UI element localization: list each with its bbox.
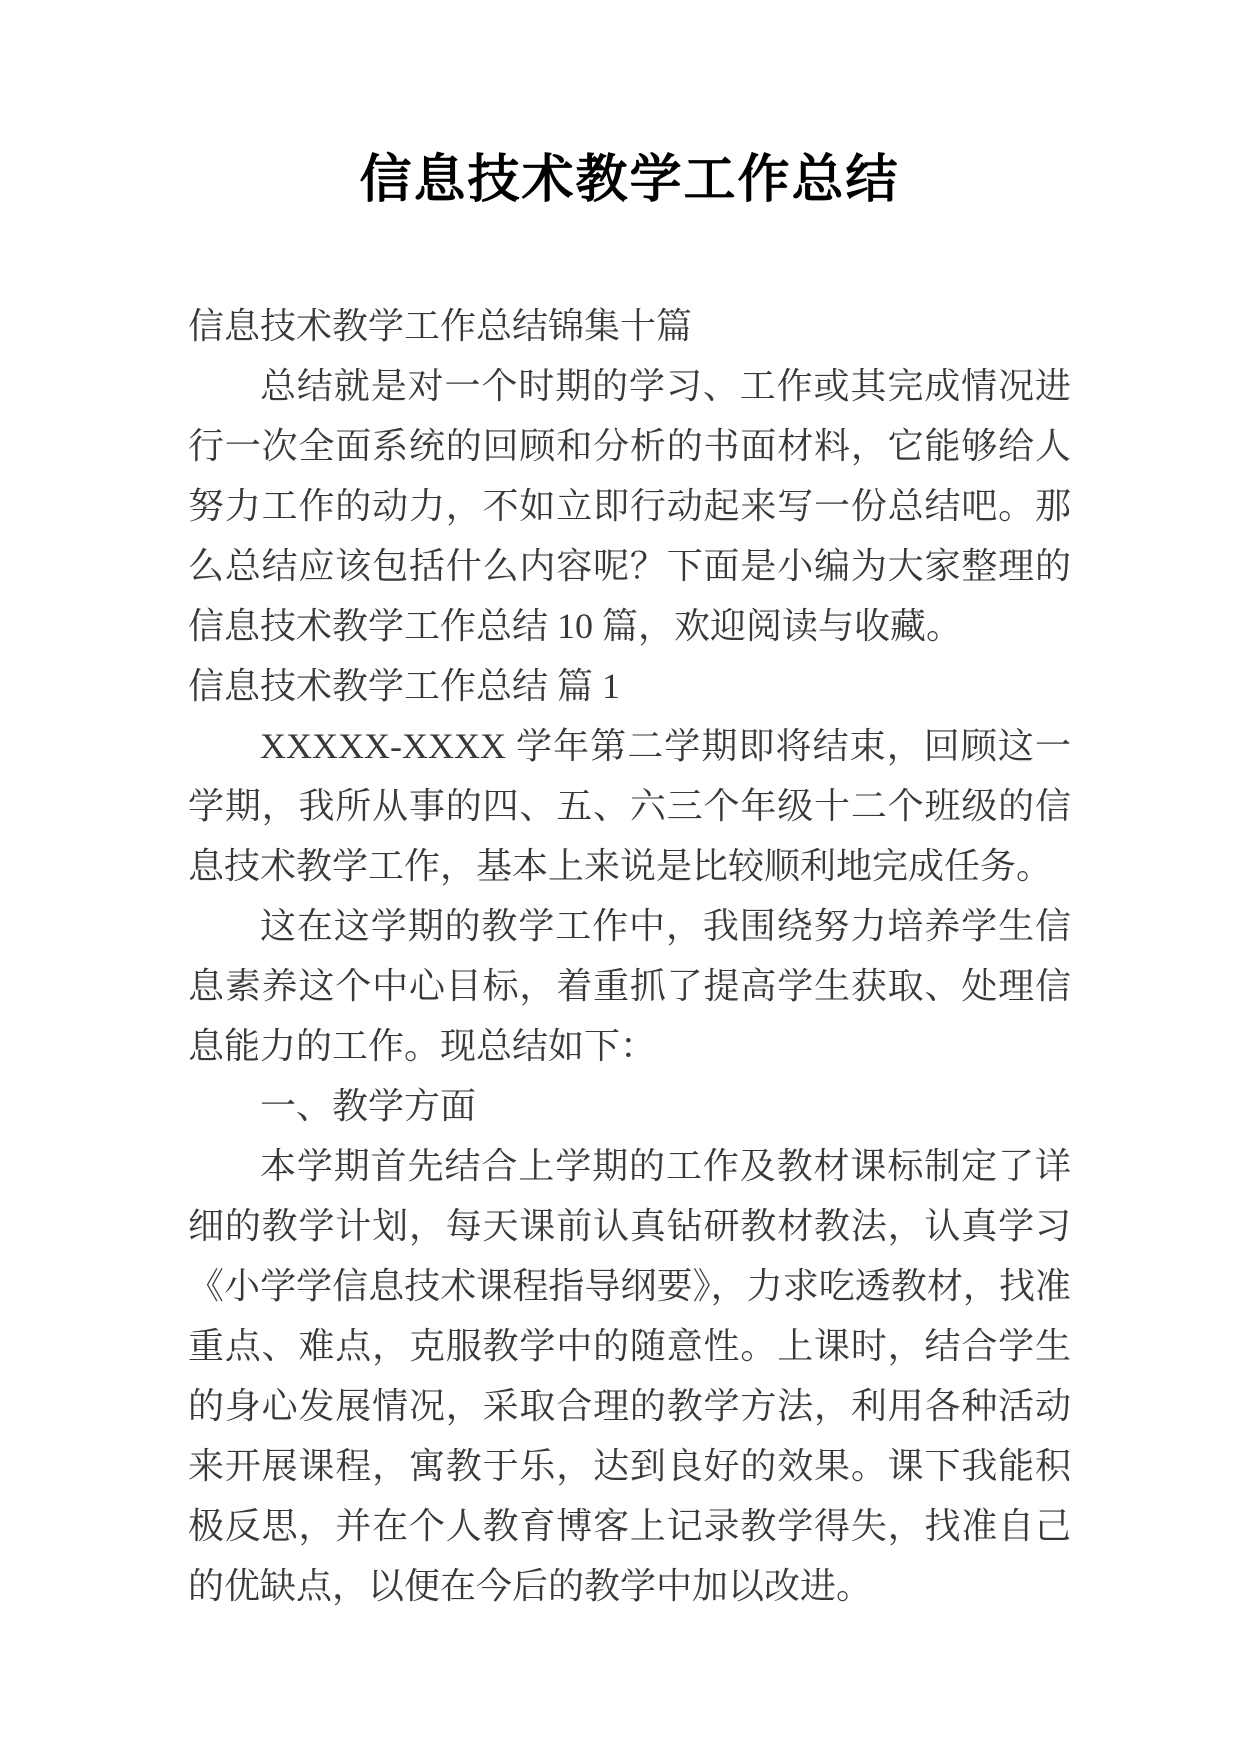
document-title: 信息技术教学工作总结 (359, 152, 900, 209)
paragraph: 信息技术教学工作总结 篇 1 (188, 666, 621, 706)
paragraph: 本学期首先结合上学期的工作及教材课标制定了详细的教学计划，每天课前认真钻研教材教法，认真学习《小学学信息技术课程指导纲要》，力求吃透教材，找准重点、难点，克服教学中的随意性。上课时，结合学生的身心发展情况，采取合理的教学方法，利用各种活动来开展课程，寓教于乐，达到良好的效果。课下我能积极反思，并在个人教育博客上记录教学得失，找准自己的优缺点，以便在今后的教学中加以改进。 (188, 1146, 1071, 1606)
paragraph: 信息技术教学工作总结锦集十篇 (188, 306, 693, 346)
paragraph: XXXXX-XXXX 学年第二学期即将结束，回顾这一学期，我所从事的四、五、六三个年级十二个班级的信息技术教学工作，基本上来说是比较顺利地完成任务。 (188, 726, 1071, 886)
paragraph: 总结就是对一个时期的学习、工作或其完成情况进行一次全面系统的回顾和分析的书面材料，它能够给人努力工作的动力，不如立即行动起来写一份总结吧。那么总结应该包括什么内容呢？下面是小编为大家整理的信息技术教学工作总结 10 篇，欢迎阅读与收藏。 (188, 366, 1071, 646)
document-body (188, 296, 1071, 1616)
paragraph: 这在这学期的教学工作中，我围绕努力培养学生信息素养这个中心目标，着重抓了提高学生获取、处理信息能力的工作。现总结如下： (188, 906, 1071, 1066)
paragraph: 一、教学方面 (260, 1086, 477, 1126)
